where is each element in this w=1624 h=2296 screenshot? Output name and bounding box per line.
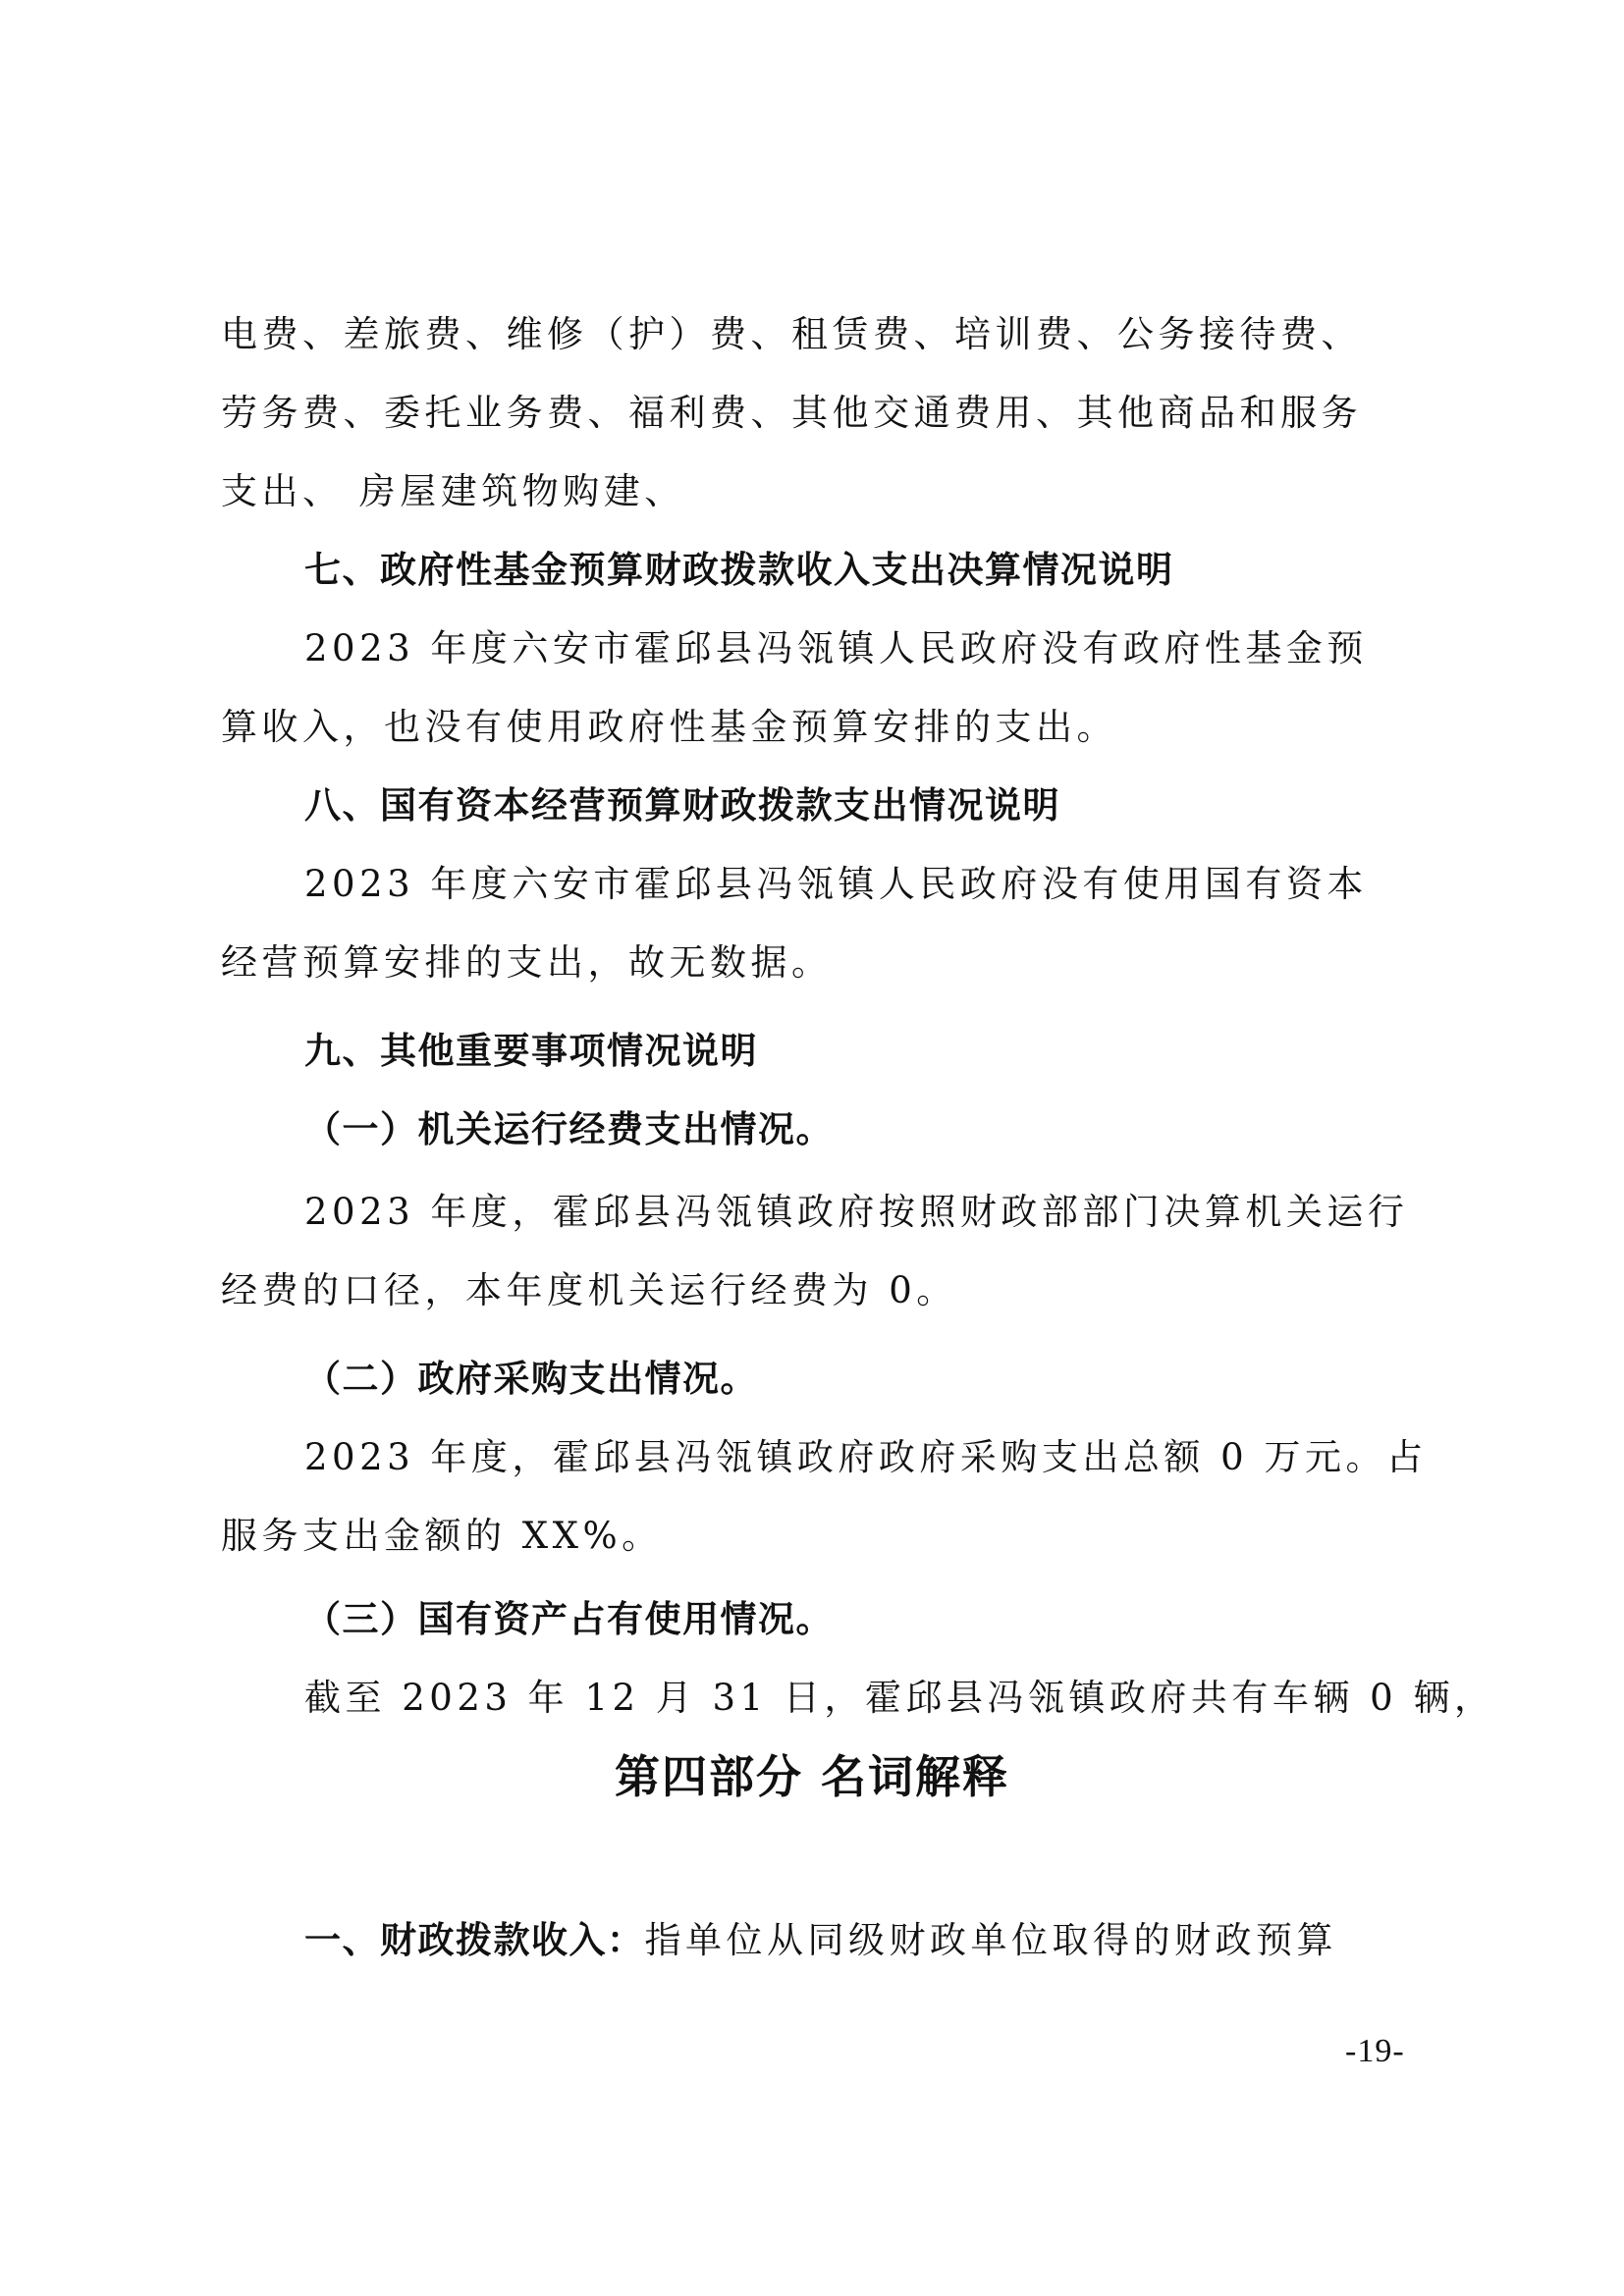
section-8-heading: 八、国有资本经营预算财政拨款支出情况说明: [304, 784, 1060, 827]
continued-text-line-2: 劳务费、委托业务费、福利费、其他交通费用、其他商品和服务: [221, 392, 1362, 434]
term-1-label: 一、财政拨款收入：: [304, 1919, 645, 1961]
subsection-2-paragraph-line-2: 服务支出金额的 XX%。: [221, 1515, 663, 1557]
section-8-paragraph-line-2: 经营预算安排的支出，故无数据。: [221, 941, 833, 984]
subsection-1-paragraph-line-1: 2023 年度，霍邱县冯瓴镇政府按照财政部部门决算机关运行: [304, 1191, 1409, 1233]
subsection-2-heading: （二）政府采购支出情况。: [304, 1358, 758, 1400]
subsection-3-heading: （三）国有资产占有使用情况。: [304, 1598, 834, 1640]
subsection-3-paragraph-line-1: 截至 2023 年 12 月 31 日，霍邱县冯瓴镇政府共有车辆 0 辆，: [304, 1677, 1495, 1719]
section-8-paragraph-line-1: 2023 年度六安市霍邱县冯瓴镇人民政府没有使用国有资本: [304, 863, 1368, 905]
term-1-line: [304, 1916, 1502, 1965]
section-7-paragraph-line-2: 算收入，也没有使用政府性基金预算安排的支出。: [221, 706, 1117, 748]
subsection-1-paragraph-line-2: 经费的口径，本年度机关运行经费为 0。: [221, 1269, 957, 1311]
part-4-title: 第四部分 名词解释: [614, 1750, 1009, 1803]
page-number: -19-: [1345, 2033, 1405, 2069]
continued-text-line-3: 支出、 房屋建筑物购建、: [221, 470, 685, 512]
section-9-heading: 九、其他重要事项情况说明: [304, 1030, 758, 1072]
section-7-paragraph-line-1: 2023 年度六安市霍邱县冯瓴镇人民政府没有政府性基金预: [304, 627, 1368, 669]
term-1-text: 指单位从同级财政单位取得的财政预算: [644, 1919, 1337, 1961]
subsection-1-heading: （一）机关运行经费支出情况。: [304, 1108, 834, 1150]
continued-text-line-1: 电费、差旅费、维修（护）费、租赁费、培训费、公务接待费、: [221, 313, 1362, 355]
subsection-2-paragraph-line-1: 2023 年度，霍邱县冯瓴镇政府政府采购支出总额 0 万元。占: [304, 1436, 1428, 1478]
section-7-heading: 七、政府性基金预算财政拨款收入支出决算情况说明: [304, 549, 1174, 591]
